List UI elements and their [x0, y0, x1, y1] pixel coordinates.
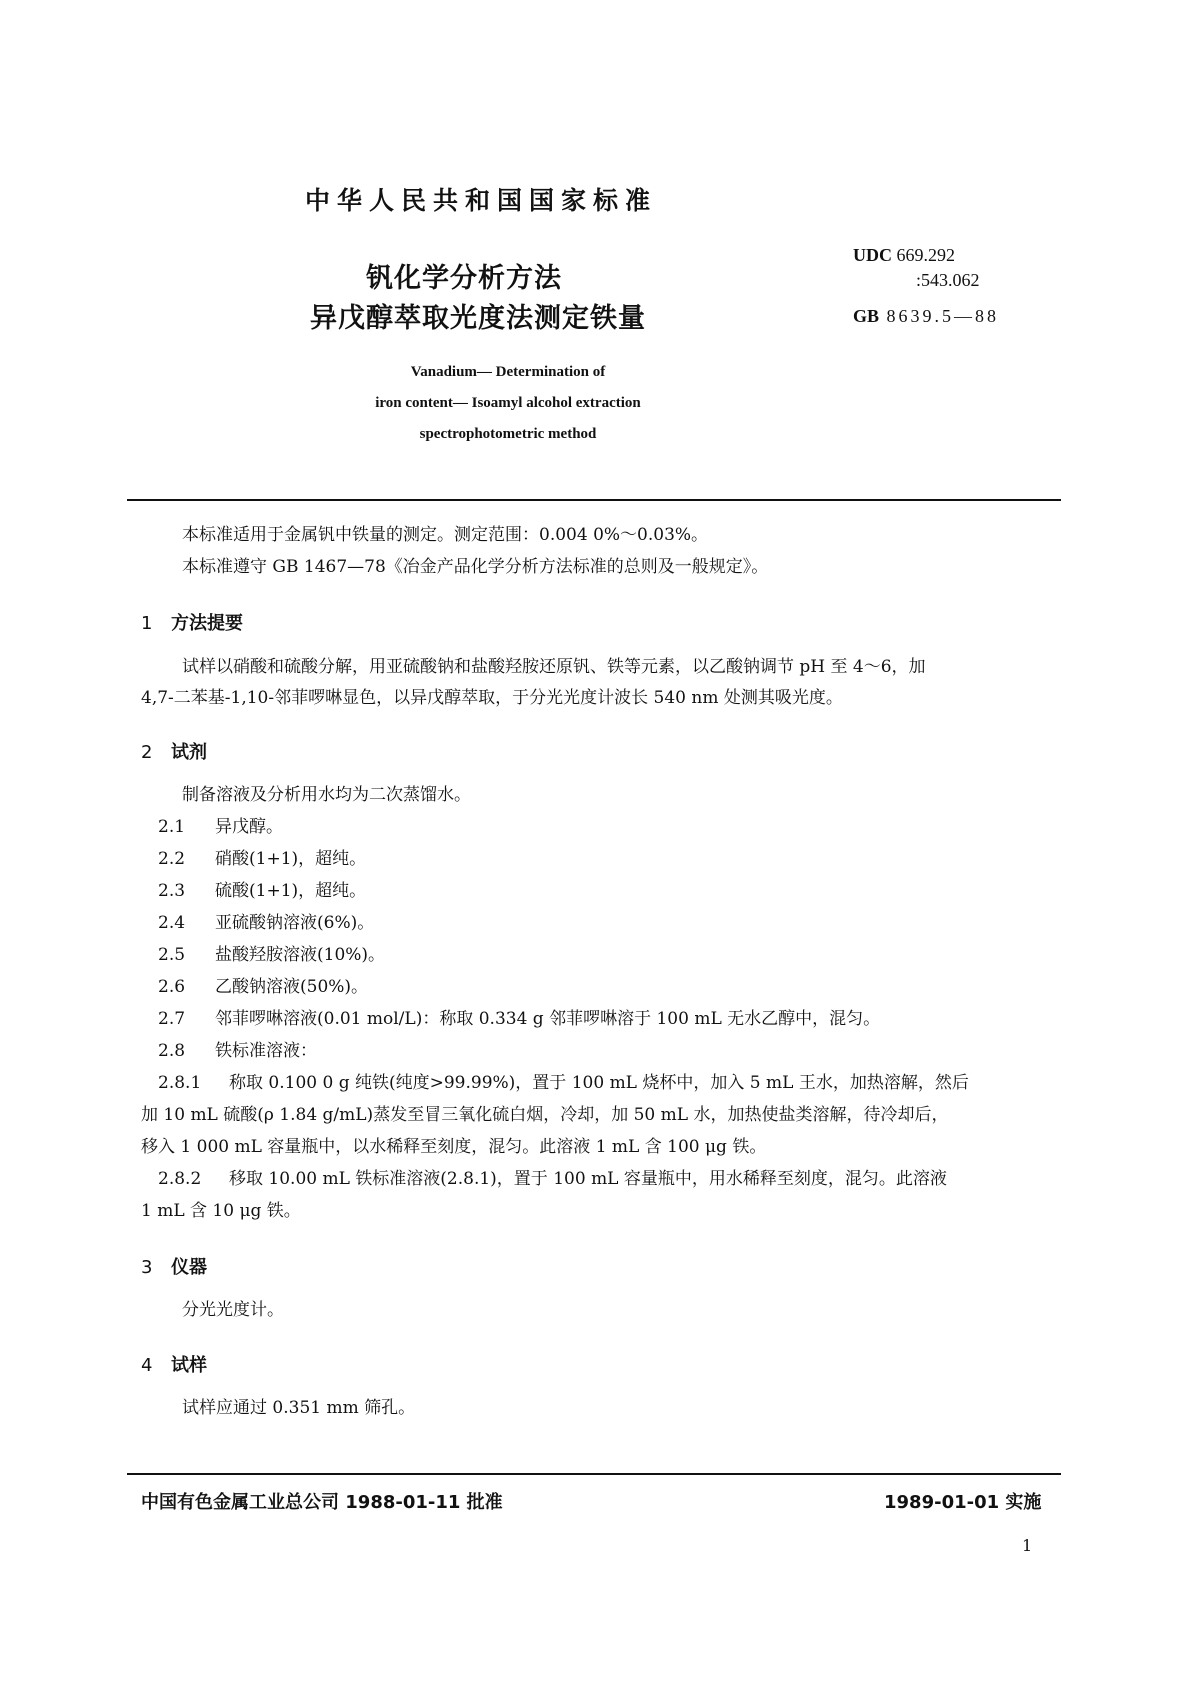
subsection-2-8-2-line-2: 1 mL 含 10 μg 铁。	[141, 1201, 301, 1221]
section-4-number: 4	[141, 1355, 153, 1376]
section-3-number: 3	[141, 1257, 153, 1278]
udc-label: UDC	[853, 245, 892, 265]
gb-number: 8639.5—88	[886, 306, 1000, 326]
section-2-title: 试剂	[171, 742, 207, 763]
english-title-line-1: Vanadium— Determination of	[410, 364, 606, 380]
gb-label: GB	[853, 306, 880, 326]
header-divider	[127, 499, 1061, 501]
list-item: 2.8 铁标准溶液：	[158, 1041, 317, 1061]
list-item: 2.4 亚硫酸钠溶液(6%)。	[158, 913, 375, 933]
title-line-2: 异戊醇萃取光度法测定铁量	[310, 303, 646, 334]
subsection-2-8-1-line-2: 加 10 mL 硫酸(ρ 1.84 g/mL)蒸发至冒三氧化硫白烟，冷却，加 50 mL 水，加热使盐类溶解，待冷却后，	[141, 1105, 949, 1125]
subsection-2-8-1-line-1: 2.8.1 称取 0.100 0 g 纯铁(纯度>99.99%)，置于 100 mL 烧杯中，加入 5 mL 王水，加热溶解，然后	[158, 1073, 969, 1093]
english-title-line-3: spectrophotometric method	[419, 426, 597, 442]
section-1-body-line-2: 4,7-二苯基-1,10-邻菲啰啉显色，以异戊醇萃取，于分光光度计波长 540 nm 处测其吸光度。	[141, 688, 843, 708]
gb-code	[853, 306, 999, 327]
section-4-heading	[141, 1351, 207, 1377]
page-number: 1	[1022, 1536, 1033, 1555]
subsection-2-8-2-line-1: 2.8.2 移取 10.00 mL 铁标准溶液(2.8.1)，置于 100 mL 容量瓶中，用水稀释至刻度，混匀。此溶液	[158, 1169, 947, 1189]
udc-line-1: 669.292	[896, 245, 955, 265]
udc-line-2: :543.062	[916, 270, 980, 290]
section-2-number: 2	[141, 742, 153, 763]
list-item: 2.2 硝酸(1+1)，超纯。	[158, 849, 367, 869]
section-1-number: 1	[141, 613, 153, 634]
section-1-heading	[141, 609, 243, 635]
list-item: 2.5 盐酸羟胺溶液(10%)。	[158, 945, 386, 965]
list-item: 2.6 乙酸钠溶液(50%)。	[158, 977, 369, 997]
english-title-line-2: iron content— Isoamyl alcohol extraction	[375, 395, 641, 411]
section-3-heading	[141, 1253, 207, 1279]
intro-paragraph-1: 本标准适用于金属钒中铁量的测定。测定范围：0.004 0%～0.03%。	[182, 525, 709, 545]
udc-code	[853, 243, 980, 293]
section-2-heading	[141, 738, 207, 764]
section-2-intro: 制备溶液及分析用水均为二次蒸馏水。	[182, 785, 471, 805]
section-4-body: 试样应通过 0.351 mm 筛孔。	[182, 1398, 416, 1418]
footer-approval: 中国有色金属工业总公司 1988-01-11 批准	[141, 1492, 503, 1513]
section-4-title: 试样	[171, 1355, 207, 1376]
section-3-title: 仪器	[171, 1257, 207, 1278]
intro-paragraph-2: 本标准遵守 GB 1467—78《冶金产品化学分析方法标准的总则及一般规定》。	[182, 557, 769, 577]
list-item: 2.7 邻菲啰啉溶液(0.01 mol/L)：称取 0.334 g 邻菲啰啉溶于 100 mL 无水乙醇中，混匀。	[158, 1009, 881, 1029]
footer-divider	[127, 1473, 1061, 1475]
list-item: 2.3 硫酸(1+1)，超纯。	[158, 881, 367, 901]
national-standard-heading: 中华人民共和国国家标准	[305, 186, 658, 215]
section-3-body: 分光光度计。	[182, 1300, 284, 1320]
subsection-2-8-1-line-3: 移入 1 000 mL 容量瓶中，以水稀释至刻度，混匀。此溶液 1 mL 含 100 μg 铁。	[141, 1137, 767, 1157]
title-line-1: 钒化学分析方法	[366, 263, 562, 294]
list-item: 2.1 异戊醇。	[158, 817, 283, 837]
footer-implementation: 1989-01-01 实施	[884, 1492, 1042, 1513]
section-1-body-line-1: 试样以硝酸和硫酸分解，用亚硫酸钠和盐酸羟胺还原钒、铁等元素，以乙酸钠调节 pH 至 4～6，加	[182, 657, 926, 677]
section-1-title: 方法提要	[171, 613, 243, 634]
